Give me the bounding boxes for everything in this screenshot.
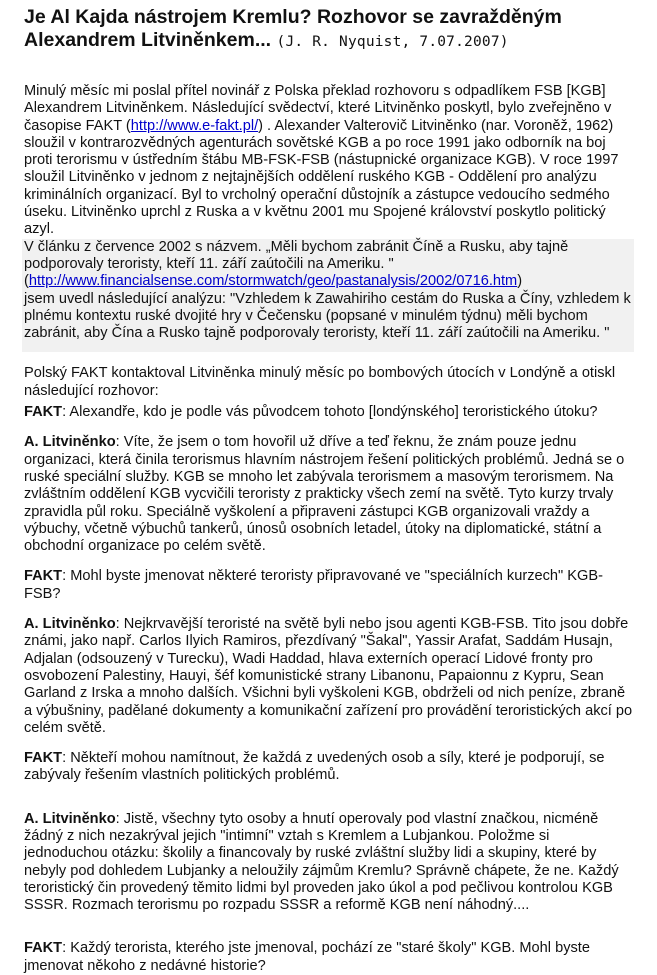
quote-block: [22, 239, 634, 353]
quote-link-line: [24, 273, 634, 290]
byline: (J. R. Nyquist, 7.07.2007): [276, 34, 509, 50]
fakt-label: FAKT: [24, 750, 63, 767]
spacer: [24, 421, 636, 434]
question-2: [24, 568, 636, 603]
quote-text-1: V článku z července 2002 s názvem. „Měli bychom zabránit Číně a Rusku, aby tajně podporovaly teroristy, kteří 11. září zaútočili na Ameriku. ": [24, 238, 569, 272]
efakt-link[interactable]: http://www.e-fakt.pl/: [130, 117, 259, 134]
answer-label: A. Litviněnko: [24, 616, 116, 633]
answer-text: : Nejkrvavější teroristé na světě byli nebo jsou agenti KGB-FSB. Tito jsou dobře známi, jako např. Carlos Ilyich Ramiros, přezdívaný "Šakal", Yassir Arafat, Saddám Husajn, Adjalan (odsouzený v Turecku), Wadi Haddad, hlava externích operací Lidové fronty pro osvobození Palestiny, Hauyi, šéf komunistické strany Libanonu, Papaionnu z Kypru, Sean Garland z Irska a mnoho dalších. Všichni byli vyškoleni KGB, obdrželi od nich peníze, zbraně a výbušniny, padělané dokumenty a komunikační zařízení pro provádění teroristických akcí po celém světě.: [24, 616, 633, 736]
question-1: [24, 404, 636, 421]
answer-text: : Jistě, všechny tyto osoby a hnutí operovaly pod vlastní značkou, nicméně žádný z nich nezakrýval jejich "intimní" vztah s Kremlem a Lubjankou. Položme si jednoduchou otázku: školily a financovaly by ruské zvláštní služby lidi a skupiny, které by nebyly pod dohledem Lubjanky a neloužily zájmům Kremlu? Správně chápete, že ne. Každý teroristický čin provedený těmito lidmi byl proveden jako úkol a pod pečlivou kontrolou KGB SSSR. Rozmach terorismu po rozpadu SSSR a reformě KGB není náhodný....: [24, 810, 619, 914]
spacer: [24, 603, 636, 616]
title-line-2: Alexandrem Litviněnkem...: [24, 29, 272, 51]
question-text: : Alexandře, kdo je podle vás původcem tohoto [londýnského] teroristického útoku?: [62, 404, 598, 421]
question-text: : Někteří mohou namítnout, že každá z uvedených osob a síly, které je podporují, se zabývaly řešením vlastních politických problémů.: [24, 750, 605, 784]
fakt-label: FAKT: [24, 940, 63, 957]
spacer: [24, 555, 636, 568]
title-line-1: Je Al Kajda nástrojem Kremlu? Rozhovor se zavražděným: [24, 6, 562, 28]
paren-close: ): [517, 273, 523, 290]
answer-text: : Víte, že jsem o tom hovořil už dříve a teď řeknu, že znám pouze jednu organizaci, která činila terorismus hlavním nástrojem řešení politických problémů. Jedná se o ruské speciální služby. KGB se mnoho let zabývala terorismem a masovým terorismem. Na zvláštním oddělení KGB vycvičili teroristy z prakticky všech zemí na světě. Tyto kurzy trvaly zpravidla půl roku. Speciálně vyškolení a připraveni zástupci KGB organizovali vraždy a výbuchy, včetně výbuchů tankerů, únosů osobních letadel, útoky na diplomatické, státní a obchodní organizace po celém světě.: [24, 434, 625, 555]
answer-1: [24, 434, 636, 555]
fakt-label: FAKT: [24, 568, 63, 585]
quote-text-2: jsem uvedl následující analýzu: "Vzhledem k Zawahiriho cestám do Ruska a Číny, vzhledem k plnému kontextu ruské dvojité hry v Čečensku (popsané v minulém týdnu) měli bychom zabránit, aby Čína a Rusko tajně podporovaly teroristy, kteří 11. září zaútočili na Ameriku. ": [24, 290, 631, 342]
paren-open: (: [24, 273, 29, 290]
question-text: : Mohl byste jmenovat některé teroristy připravované ve "speciálních kurzech" KGB-FSB?: [24, 568, 603, 602]
answer-label: A. Litviněnko: [24, 810, 116, 827]
intro-text-a: Minulý měsíc mi poslal přítel novinář z Polska překlad rozhovoru s odpadlíkem FSB [KGB] Alexandrem Litviněnkem. Následující svědectví, které Litviněnko poskytl, bylo zveřejněno v časopise FAKT (: [24, 83, 612, 134]
question-text: : Každý terorista, kterého jste jmenoval, pochází ze "staré školy" KGB. Mohl byste jmenovat někoho z nedávné historie?: [24, 940, 590, 974]
spacer: [24, 737, 636, 750]
intro-paragraph: [24, 83, 636, 239]
interview-lead: Polský FAKT kontaktoval Litviněnka minulý měsíc po bombových útocích v Londýně a otiskl následující rozhovor:: [24, 365, 616, 399]
spacer: [24, 785, 636, 811]
question-3: [24, 750, 636, 785]
article: [24, 0, 636, 975]
answer-label: A. Litviněnko: [24, 434, 116, 451]
financialsense-link[interactable]: http://www.financialsense.com/stormwatch/geo/pastanalysis/2002/0716.htm: [28, 273, 518, 290]
spacer: [24, 352, 636, 365]
article-title: [24, 6, 636, 54]
fakt-label: FAKT: [24, 404, 63, 421]
answer-3: [24, 811, 636, 915]
intro-text-b: ) . Alexander Valterovič Litviněnko (nar. Voroněž, 1962) sloužil v kontrarozvědných agenturách sovětské KGB a po roce 1991 jako odborník na boj proti terorismu v ústředním štábu MB-FSK-FSB (nástupnické organizace KGB). V roce 1997 sloužil Litviněnko v jednom z nejtajnějších oddělení ruského KGB - Oddělení pro analýzu kriminálních organizací. Byl to vrcholný operační důstojník a zástupce vedoucího sedmého úseku. Litviněnko uprchl z Ruska a v květnu 2001 mu Spojené království poskytlo politický azyl.: [24, 117, 619, 238]
article-body: [24, 83, 636, 975]
question-4: [24, 940, 636, 975]
spacer: [24, 914, 636, 940]
answer-2: [24, 616, 636, 737]
